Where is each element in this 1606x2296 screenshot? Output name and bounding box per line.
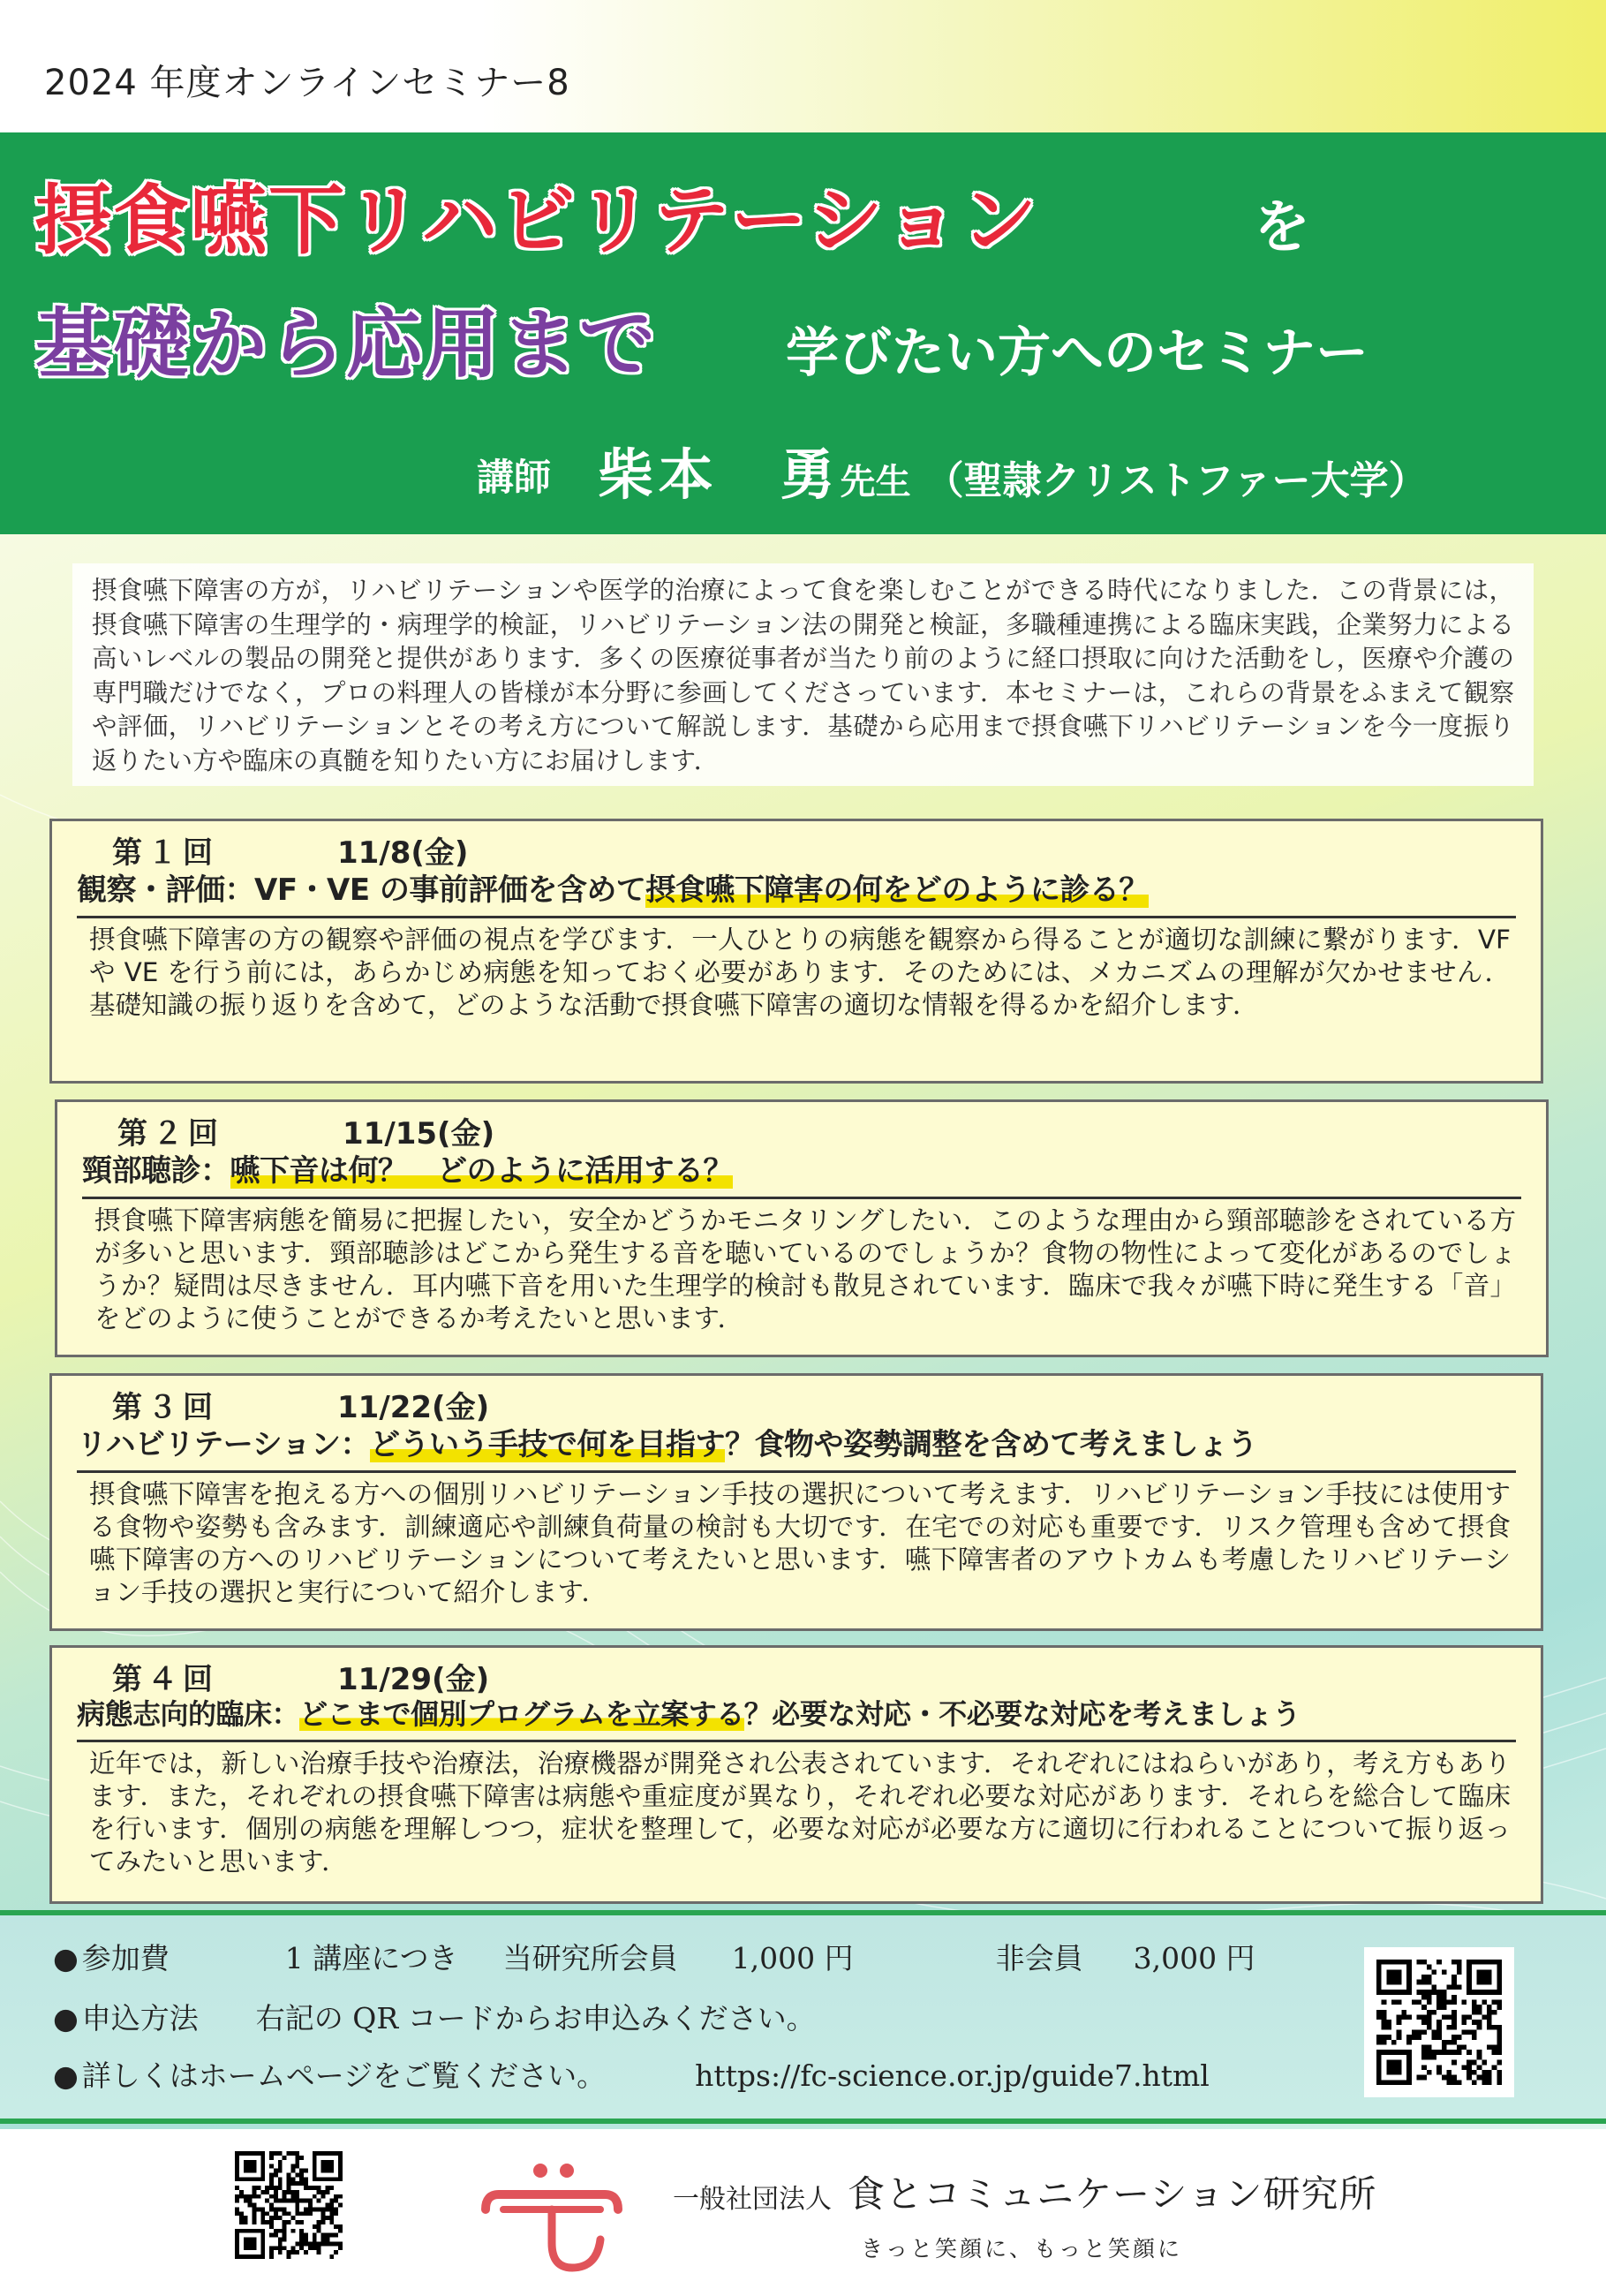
session-title-plain: 病態志向的臨床： (77, 1697, 300, 1731)
session-title-plain: リハビリテーション： (77, 1427, 370, 1462)
series-label: 2024 年度オンラインセミナー8 (44, 63, 570, 103)
session-number: 第２回 (117, 1116, 223, 1152)
title-line-2-suffix: 学びたい方へのセミナー (786, 322, 1368, 384)
bullet-dot-icon: ● (53, 2001, 79, 2035)
session-title (77, 1416, 1516, 1473)
nonmember-price: 3,000 円 (1133, 1941, 1255, 1975)
session-date: 11/29(金) (337, 1662, 490, 1697)
session-title-highlight: どういう手技で何を目指す (369, 1427, 725, 1462)
title-line-1: 摂食嚥下リハビリテーション (35, 177, 1039, 265)
details-line (53, 2053, 1210, 2095)
title-line-2: 基礎から応用まで (35, 300, 657, 389)
bullet-dot-icon: ● (53, 2058, 79, 2093)
session-number: 第３回 (112, 1390, 218, 1425)
session-number: 第４回 (112, 1662, 218, 1697)
org-tagline: きっと笑顔に、もっと笑顔に (861, 2236, 1183, 2262)
session-title-highlight: どこまで個別プログラムを立案する (299, 1697, 744, 1731)
fee-unit: 1 講座につき (284, 1941, 458, 1975)
session-title (82, 1143, 1521, 1199)
bullet-dot-icon: ● (53, 1941, 79, 1975)
intro-paragraph: 摂食嚥下障害の方が，リハビリテーションや医学的治療によって食を楽しむことができる時代になりました．この背景には，摂食嚥下障害の生理学的・病理学的検証，リハビリテーション法の開発と検証，多職種連携による臨床実践，企業努力による高いレベルの製品の開発と提供があります．多くの医療従事者が当たり前のように経口摂取に向けた活動をし，医療や介護の専門職だけでなく，プロの料理人の皆様が本分野に参画してくださっています．本セミナーは，これらの背景をふまえて観察や評価，リハビリテーションとその考え方について解説します．基礎から応用まで摂食嚥下リハビリテーションを今一度振り返りたい方や臨床の真髄を知りたい方にお届けします． (72, 563, 1534, 786)
session-date: 11/15(金) (343, 1116, 495, 1152)
lecturer-honorific: 先生 (840, 462, 911, 502)
session-title-highlight: 嚥下音は何？ どのように活用する？ (230, 1153, 733, 1189)
lecturer-line (477, 431, 1428, 510)
org-name: 食とコミュニケーション研究所 (848, 2172, 1377, 2216)
session-description: 近年では，新しい治療手技や治療法，治療機器が開発され公表されています．それぞれにはねらいがあり，考え方もあります．また，それぞれの摂食嚥下障害は病態や重症度が異なり，それぞれ必要な対応があります．それらを総合して臨床を行います．個別の病態を理解しつつ，症状を整理して，必要な対応が必要な方に適切に行われることについて振り返ってみたいと思います． (89, 1748, 1512, 1877)
apply-line (53, 1996, 816, 2037)
session-3 (49, 1373, 1543, 1631)
session-2 (55, 1099, 1549, 1357)
application-qr-code[interactable] (1364, 1947, 1514, 2097)
session-title-plain: 観察・評価：VF・VE の事前評価を含めて (77, 872, 646, 908)
org-prefix: 一般社団法人 (673, 2184, 832, 2215)
session-date: 11/8(金) (337, 835, 469, 871)
member-label: 当研究所会員 (502, 1941, 678, 1975)
qr-code-icon (1376, 1960, 1502, 2085)
session-number: 第１回 (112, 835, 218, 871)
session-1 (49, 819, 1543, 1084)
homepage-link[interactable]: https://fc-science.or.jp/guide7.html (695, 2058, 1210, 2093)
session-date: 11/22(金) (337, 1390, 490, 1425)
details-text: 詳しくはホームページをご覧ください。 (81, 2058, 607, 2093)
smile-logo-icon (468, 2155, 636, 2278)
lecturer-label: 講師 (477, 456, 552, 499)
session-description: 摂食嚥下障害を抱える方への個別リハビリテーション手技の選択について考えます．リハビリテーション手技には使用する食物や姿勢も含みます．訓練適応や訓練負荷量の検討も大切です．在宅での対応も重要です．リスク管理も含めて摂食嚥下障害の方へのリハビリテーションについて考えたいと思います．嚥下障害者のアウトカムも考慮したリハビリテーション手技の選択と実行について紹介します． (89, 1479, 1511, 1607)
fee-label: 参加費 (81, 1941, 170, 1975)
nonmember-label: 非会員 (995, 1941, 1083, 1975)
lecturer-affiliation: （聖隷クリストファー大学） (924, 458, 1428, 503)
session-title (77, 862, 1516, 918)
session-description: 摂食嚥下障害の方の観察や評価の視点を学びます．一人ひとりの病態を観察から得ることが適切な訓練に繋がります．VF や VE を行う前には，あらかじめ病態を知っておく必要があります．そのためには、メカニズムの理解が欠かせません．基礎知識の振り返りを含めて，どのような活動で摂食嚥下障害の適切な情報を得るかを紹介します． (89, 925, 1511, 1020)
session-4 (49, 1645, 1543, 1904)
session-description: 摂食嚥下障害病態を簡易に把握したい，安全かどうかモニタリングしたい．このような理由から頸部聴診をされている方が多いと思います．頸部聴診はどこから発生する音を聴いているのでしょうか？食物の物性によって変化があるのでしょうか？疑問は尽きません．耳内嚥下音を用いた生理学的検討も散見されています．臨床で我々が嚥下時に発生する「音」をどのように使うことができるか考えたいと思います． (94, 1205, 1517, 1333)
lecturer-given-name: 勇 (780, 442, 841, 507)
session-title-plain: 頸部聴診： (82, 1153, 230, 1189)
session-title-after: ？食物や姿勢調整を含めて考えましょう (724, 1427, 1257, 1462)
qr-code-icon (235, 2151, 343, 2259)
session-title-after: ？必要な対応・不必要な対応を考えましょう (743, 1697, 1301, 1731)
apply-text: 右記の QR コードからお申込みください。 (255, 2001, 816, 2035)
title-line-1-suffix: を (1254, 195, 1310, 261)
apply-label: 申込方法 (81, 2001, 199, 2035)
member-price: 1,000 円 (731, 1941, 854, 1975)
footer-qr-code[interactable] (231, 2148, 346, 2262)
session-title-highlight: 摂食嚥下障害の何をどのように診る？ (645, 872, 1149, 908)
session-title (77, 1688, 1516, 1742)
lecturer-family-name: 柴本 (598, 442, 719, 507)
fee-line (53, 1936, 1255, 1977)
